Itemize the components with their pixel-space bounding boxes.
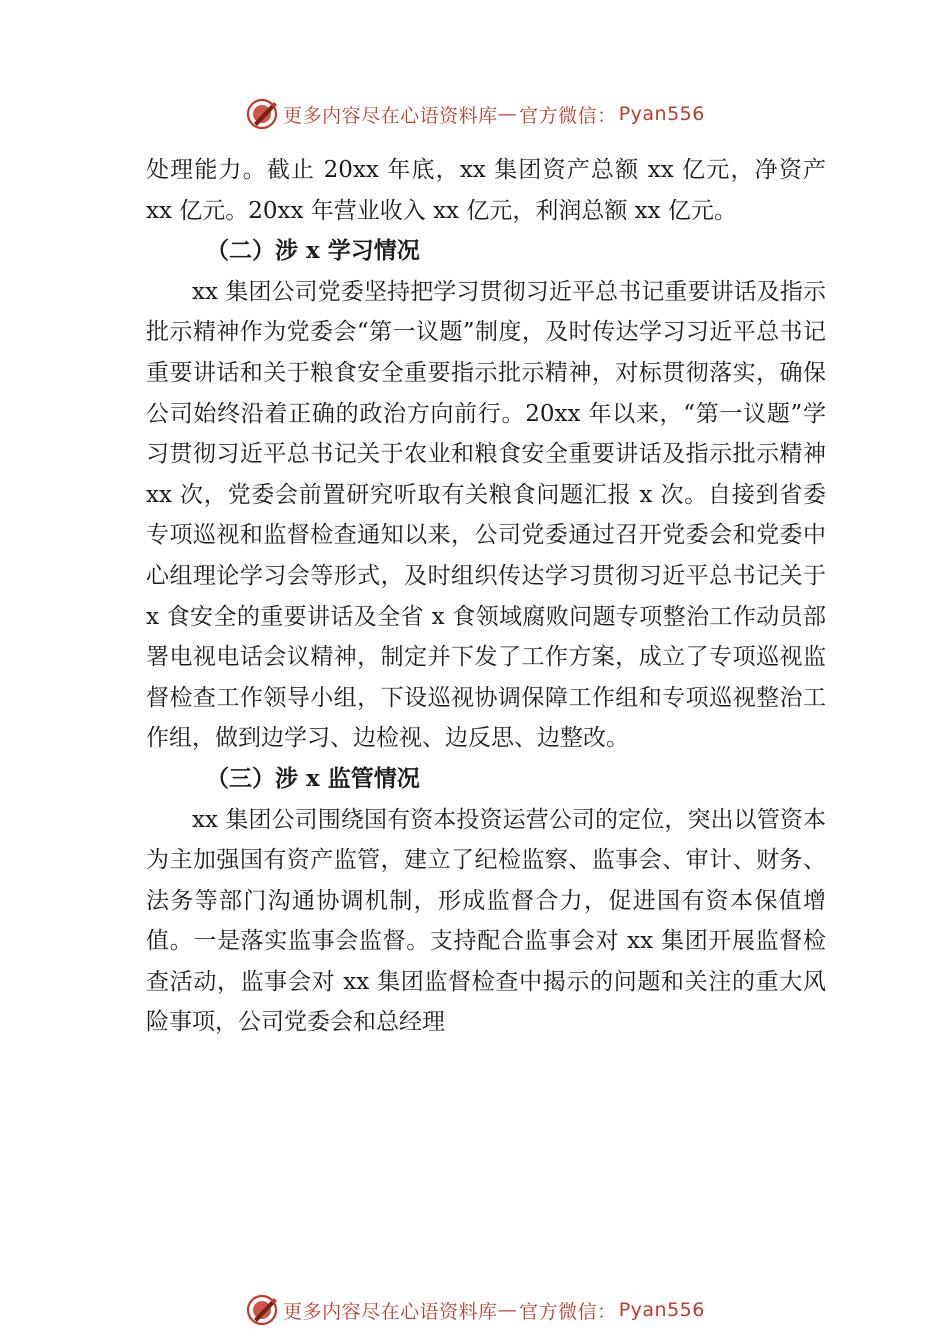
- watermark-wechat-label: 官方微信：: [519, 1300, 617, 1323]
- pen-seal-icon: [245, 97, 279, 131]
- watermark-wechat-id: Pyan556: [618, 103, 705, 125]
- section-heading-study: （二）涉 x 学习情况: [206, 237, 420, 265]
- paragraph-financials: 处理能力。截止 20xx 年底，xx 集团资产总额 xx 亿元，净资产 xx 亿元。20xx 年营业收入 xx 亿元，利润总额 xx 亿元。: [146, 157, 826, 224]
- section-heading-supervision: （三）涉 x 监管情况: [206, 764, 420, 792]
- watermark-footer: [0, 1290, 950, 1330]
- watermark-site-text: 更多内容尽在心语资料库: [283, 1300, 498, 1323]
- document-body: [146, 150, 826, 1043]
- watermark-separator: —: [497, 103, 518, 125]
- watermark-site-text: 更多内容尽在心语资料库: [283, 104, 498, 127]
- paragraph-study: xx 集团公司党委坚持把学习贯彻习近平总书记重要讲话及指示批示精神作为党委会“第一议题”制度，及时传达学习习近平总书记重要讲话和关于粮食安全重要指示批示精神，对标贯彻落实，确保公司始终沿着正确的政治方向前行。20xx 年以来，“第一议题”学习贯彻习近平总书记关于农业和粮食安全重要讲话及指示批示精神 xx 次，党委会前置研究听取有关粮食问题汇报 x 次。自接到省委专项巡视和监督检查通知以来，公司党委通过召开党委会和党委中心组理论学习会等形式，及时组织传达学习贯彻习近平总书记关于 x 食安全的重要讲话及全省 x 食领域腐败问题专项整治工作动员部署电视电话会议精神，制定并下发了工作方案，成立了专项巡视监督检查工作领导小组，下设巡视协调保障工作组和专项巡视整治工作组，做到边学习、边检视、边反思、边整改。: [146, 278, 826, 752]
- watermark-header: [0, 94, 950, 134]
- watermark-wechat-label: 官方微信：: [519, 104, 617, 127]
- pen-seal-icon: [245, 1293, 279, 1327]
- watermark-wechat-id: Pyan556: [618, 1299, 705, 1321]
- watermark-separator: —: [497, 1299, 518, 1321]
- paragraph-supervision: xx 集团公司围绕国有资本投资运营公司的定位，突出以管资本为主加强国有资产监管，建立了纪检监察、监事会、审计、财务、法务等部门沟通协调机制，形成监督合力，促进国有资本保值增值。一是落实监事会监督。支持配合监事会对 xx 集团开展监督检查活动，监事会对 xx 集团监督检查中揭示的问题和关注的重大风险事项，公司党委会和总经理: [146, 806, 826, 1036]
